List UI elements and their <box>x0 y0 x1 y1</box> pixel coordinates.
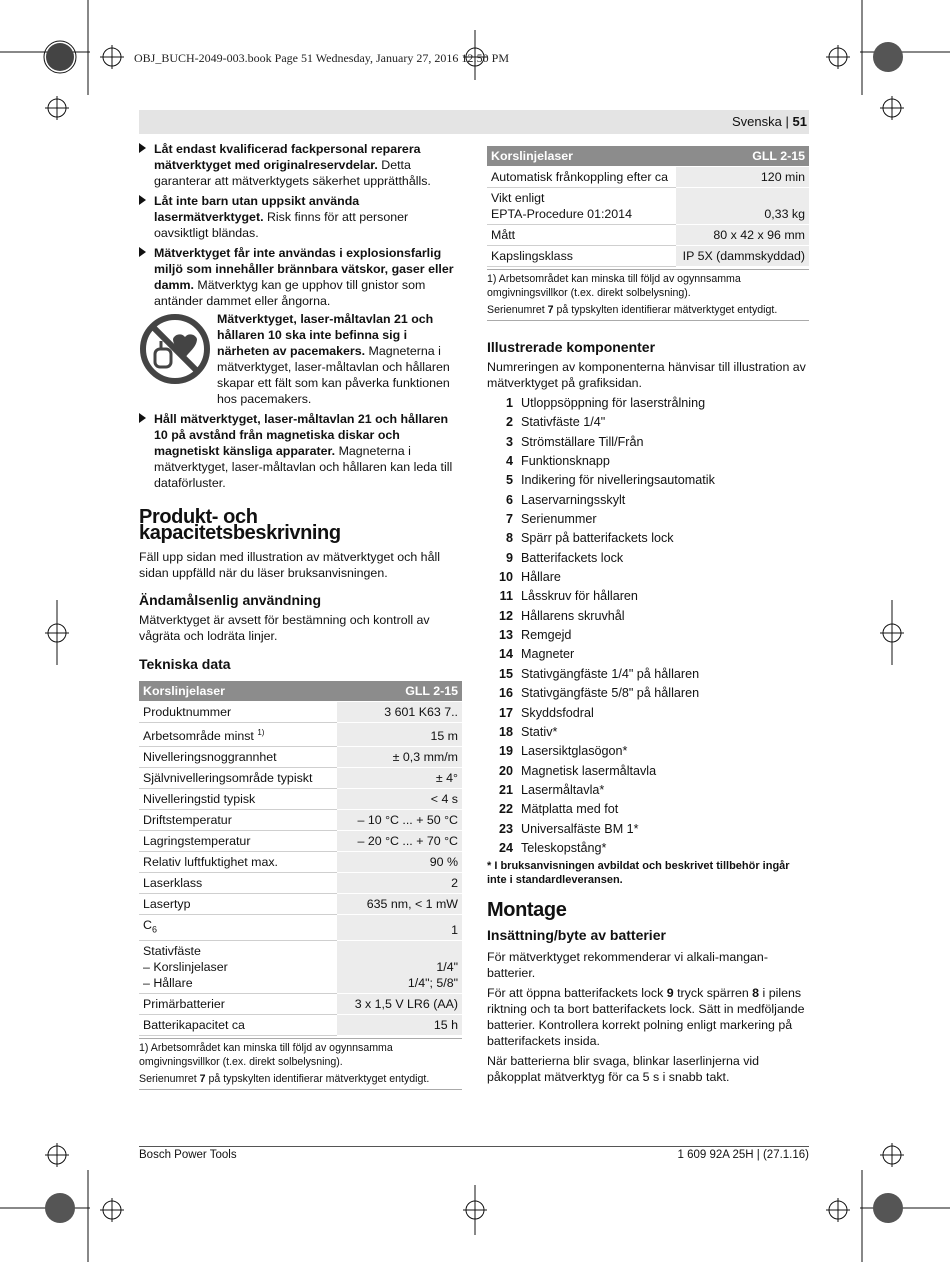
component-number: 9 <box>505 550 513 565</box>
component-number: 2 <box>505 415 513 430</box>
component-item <box>487 452 809 471</box>
component-item <box>487 626 809 645</box>
row-value: 120 min <box>676 167 809 188</box>
left-column <box>139 141 462 1090</box>
footnote-text: Serienumret <box>139 1072 200 1085</box>
row-value: ± 4° <box>337 768 462 789</box>
component-number: 10 <box>498 570 513 585</box>
serial-footnote <box>139 1072 462 1090</box>
row-value: 15 m <box>337 723 462 747</box>
warning-text: Risk finns för att personer oavsiktligt bländas. <box>154 210 409 240</box>
component-item <box>487 665 809 684</box>
component-number: 7 <box>505 512 513 527</box>
footnote-text: på typskylten identifierar mätverktyget entydigt. <box>205 1072 430 1085</box>
table-row <box>139 723 462 747</box>
component-label: Batterifackets lock <box>521 550 624 565</box>
warning-text: Detta garanterar att mätverktygets säkerhet upprätthålls. <box>154 158 431 188</box>
row-label: Driftstemperatur <box>139 810 337 831</box>
row-value: 3 x 1,5 V LR6 (AA) <box>337 993 462 1014</box>
component-number: 17 <box>498 705 513 720</box>
footnote-ref: 1) <box>257 728 265 737</box>
component-number: 13 <box>498 628 513 643</box>
row-label <box>487 188 676 225</box>
row-value: 3 601 K63 7.. <box>337 702 462 723</box>
montage-title: Montage <box>487 899 567 922</box>
stativ-label: Stativfäste <box>143 943 201 958</box>
tech-data-table <box>139 681 462 1036</box>
table-row <box>139 1014 462 1035</box>
weight-label: Vikt enligt <box>491 191 545 205</box>
table-row <box>139 702 462 723</box>
section-title: Produkt- och kapacitetsbeskrivning <box>139 506 341 544</box>
component-item <box>487 529 809 548</box>
component-item <box>487 684 809 703</box>
row-value: 0,33 kg <box>676 188 809 225</box>
table-row <box>139 915 462 940</box>
stativ-sub-label: – Korslinjelaser <box>143 959 228 974</box>
table-footnote: 1) Arbetsområdet kan minska till följd av ogynnsamma omgivningsvillkor (t.ex. direkt solbelysning). <box>139 1038 462 1069</box>
component-label: Lasermåltavla* <box>521 782 605 797</box>
components-title: Illustrerade komponenter <box>487 339 656 355</box>
pacemaker-warning-bold: Mätverktyget, laser-måltavlan 21 och hållaren 10 ska inte befinna sig i närheten av pacemakers. <box>217 312 434 358</box>
table-row <box>139 873 462 894</box>
footer-brand: Bosch Power Tools <box>139 1149 237 1161</box>
battery-ref-number: 9 <box>666 986 674 1001</box>
battery-paragraph: När batterierna blir svaga, blinkar laserlinjerna vid påkopplat mätverktyg för ca 5 s i snabb takt. <box>487 1054 760 1085</box>
component-number: 14 <box>498 647 513 662</box>
component-number: 8 <box>505 531 513 546</box>
component-number: 22 <box>498 802 513 817</box>
components-intro: Numreringen av komponenterna hänvisar till illustration av mätverktyget på grafiksidan. <box>487 360 806 390</box>
table-header-model: GLL 2-15 <box>337 681 462 702</box>
row-label: Nivelleringsnoggrannhet <box>139 747 337 768</box>
footer-rule <box>139 1146 809 1147</box>
row-value: 15 h <box>337 1014 462 1035</box>
component-number: 4 <box>505 454 513 469</box>
row-value: ± 0,3 mm/m <box>337 747 462 768</box>
battery-ref-number: 8 <box>752 986 760 1001</box>
battery-paragraph: För mätverktyget rekommenderar vi alkali-mangan-batterier. <box>487 950 768 981</box>
weight-label: EPTA-Procedure 01:2014 <box>491 207 632 221</box>
component-label: Funktionsknapp <box>521 454 610 469</box>
book-header: OBJ_BUCH-2049-003.book Page 51 Wednesday, January 27, 2016 12:50 PM <box>134 51 510 65</box>
component-item <box>487 394 809 413</box>
component-number: 1 <box>505 396 513 410</box>
component-item <box>487 820 809 839</box>
component-number: 16 <box>498 686 513 701</box>
row-label: Batterikapacitet ca <box>139 1014 337 1035</box>
component-label: Hållarens skruvhål <box>521 608 625 623</box>
battery-text: För att öppna batterifackets lock <box>487 986 667 1001</box>
row-label: Lagringstemperatur <box>139 831 337 852</box>
table-row <box>139 747 462 768</box>
tech-data-title: Tekniska data <box>139 656 231 672</box>
component-number: 15 <box>498 666 513 681</box>
row-label: Självnivelleringsområde typiskt <box>139 768 337 789</box>
component-number: 23 <box>498 821 513 836</box>
bullet-triangle-icon <box>139 413 146 423</box>
component-label: Magneter <box>521 647 575 662</box>
battery-paragraph <box>487 985 809 1049</box>
footnote-text: Serienumret <box>487 304 548 316</box>
component-item <box>487 645 809 664</box>
component-number: 11 <box>499 589 513 604</box>
component-label: Laservarningsskylt <box>521 492 626 507</box>
serial-footnote <box>487 303 809 321</box>
component-item <box>487 471 809 490</box>
row-value: 90 % <box>337 852 462 873</box>
pacemaker-warning <box>139 311 462 407</box>
battery-text: i pilens riktning och ta bort batterifackets lock. Sätt in medföljande batterier. Kontrollera korrekt polning enligt markering på batterifackets insida. <box>487 986 805 1049</box>
stativ-sub-label: – Hållare <box>143 975 193 990</box>
row-label: Mått <box>487 225 676 246</box>
table-footnote: 1) Arbetsområdet kan minska till följd av ogynnsamma omgivningsvillkor (t.ex. direkt solbelysning). <box>487 269 809 300</box>
component-item <box>487 549 809 568</box>
table-row <box>139 940 462 993</box>
component-item <box>487 491 809 510</box>
row-value <box>337 940 462 993</box>
section-intro: Fäll upp sidan med illustration av mätverktyget och håll sidan uppfälld när du läser bruksanvisningen. <box>139 550 440 580</box>
warning-bold: Håll mätverktyget, laser-måltavlan 21 och hållaren 10 på avstånd från magnetiska diskar och magnetiskt känsliga apparater. <box>154 412 449 458</box>
component-number: 20 <box>498 763 513 778</box>
component-number: 12 <box>498 608 513 623</box>
row-value: – 10 °C ... + 50 °C <box>337 810 462 831</box>
footnote-text: på typskylten identifierar mätverktyget entydigt. <box>553 304 778 316</box>
row-value: IP 5X (dammskyddad) <box>676 246 809 267</box>
footer-doc-number: 1 609 92A 25H | (27.1.16) <box>677 1149 809 1161</box>
warning-text: Mätverktyg kan ge upphov till gnistor som antänder dammet eller ångorna. <box>154 278 426 308</box>
component-label: Stativfäste 1/4" <box>521 415 606 430</box>
component-label: Mätplatta med fot <box>521 802 619 817</box>
warning-bullet <box>139 141 462 189</box>
footnote-number: 7 <box>547 304 554 316</box>
component-label: Utloppsöppning för laserstrålning <box>521 396 706 410</box>
component-number: 5 <box>505 473 513 488</box>
component-number: 24 <box>498 840 513 855</box>
component-item <box>487 568 809 587</box>
warning-bold: Låt endast kvalificerad fackpersonal reparera mätverktyget med originalreservdelar. <box>154 142 421 172</box>
component-label: Serienummer <box>521 512 597 527</box>
table-row <box>139 993 462 1014</box>
stativ-value: 1/4" <box>436 959 458 974</box>
component-item <box>487 433 809 452</box>
table-row <box>139 810 462 831</box>
table-row <box>487 246 809 267</box>
battery-title: Insättning/byte av batterier <box>487 927 666 944</box>
component-item <box>487 510 809 529</box>
component-label: Hållare <box>521 570 561 585</box>
warning-bullet <box>139 411 462 491</box>
row-label <box>139 915 337 940</box>
component-label: Teleskopstång* <box>521 840 607 855</box>
row-label-text: C <box>143 918 152 933</box>
row-value: < 4 s <box>337 789 462 810</box>
page-header-band <box>139 110 809 134</box>
row-label: Lasertyp <box>139 894 337 915</box>
component-label: Lasersiktglasögon* <box>521 744 628 759</box>
component-item <box>487 839 809 858</box>
component-number: 18 <box>498 724 513 739</box>
warning-bold: Mätverktyget får inte användas i explosionsfarlig miljö som innehåller brännbara vätskor, gaser eller damm. <box>154 246 454 292</box>
header-separator: | <box>785 114 789 129</box>
language-label: Svenska <box>732 114 782 129</box>
row-value: – 20 °C ... + 70 °C <box>337 831 462 852</box>
warning-bullet <box>139 245 462 309</box>
component-number: 3 <box>505 434 513 449</box>
row-label: Produktnummer <box>139 702 337 723</box>
component-label: Låsskruv för hållaren <box>521 589 638 604</box>
table-row <box>139 768 462 789</box>
row-value: 2 <box>337 873 462 894</box>
warning-text: Magneterna i mätverktyget, laser-måltavlan och hållaren kan leda till dataförluster. <box>154 444 453 490</box>
pacemaker-warning-text: Magneterna i mätverktyget, laser-måltavlan och hållaren skapar ett fält som kan påverka funktionen hos pacemakers. <box>217 344 450 406</box>
row-label: Automatisk frånkoppling efter ca <box>487 167 676 188</box>
tech-data-table-continued <box>487 146 809 267</box>
component-label: Stativ* <box>521 724 558 739</box>
component-label: Magnetisk lasermåltavla <box>521 763 657 778</box>
table-row <box>487 167 809 188</box>
component-label: Strömställare Till/Från <box>521 434 644 449</box>
component-number: 6 <box>505 492 513 507</box>
component-item <box>487 800 809 819</box>
usage-title: Ändamålsenlig användning <box>139 592 322 608</box>
component-label: Stativgängfäste 1/4" på hållaren <box>521 666 700 681</box>
row-value: 635 nm, < 1 mW <box>337 894 462 915</box>
row-value: 80 x 42 x 96 mm <box>676 225 809 246</box>
row-label: Nivelleringstid typisk <box>139 789 337 810</box>
subscript: 6 <box>151 924 157 935</box>
component-label: Remgejd <box>521 628 572 643</box>
components-note: * I bruksanvisningen avbildat och beskrivet tillbehör ingår inte i standardleveransen. <box>487 860 790 887</box>
table-header-row <box>487 146 809 167</box>
bullet-triangle-icon <box>139 247 146 257</box>
row-label: Primärbatterier <box>139 993 337 1014</box>
table-row <box>487 188 809 225</box>
component-item <box>487 413 809 432</box>
table-header-label: Korslinjelaser <box>139 681 337 702</box>
component-item <box>487 723 809 742</box>
stativ-value: 1/4"; 5/8" <box>407 975 458 990</box>
component-label: Spärr på batterifackets lock <box>521 531 674 546</box>
footnote-number: 7 <box>199 1072 206 1085</box>
row-label <box>139 723 337 747</box>
row-label: Laserklass <box>139 873 337 894</box>
warning-bullet <box>139 193 462 241</box>
row-label-text: Arbetsområde minst <box>143 729 254 744</box>
right-column <box>487 146 809 1085</box>
component-label: Universalfäste BM 1* <box>521 821 639 836</box>
component-item <box>487 742 809 761</box>
component-item <box>487 781 809 800</box>
component-item <box>487 587 809 606</box>
table-row <box>139 894 462 915</box>
row-value: 1 <box>337 915 462 940</box>
component-item <box>487 607 809 626</box>
page-number: 51 <box>792 114 807 129</box>
usage-text: Mätverktyget är avsett för bestämning och kontroll av vågräta och lodräta linjer. <box>139 613 430 643</box>
table-row <box>139 831 462 852</box>
table-header-label: Korslinjelaser <box>487 146 676 167</box>
row-label: Relativ luftfuktighet max. <box>139 852 337 873</box>
bullet-triangle-icon <box>139 195 146 205</box>
component-item <box>487 762 809 781</box>
page-header-label <box>732 114 807 129</box>
table-header-row <box>139 681 462 702</box>
table-row <box>139 852 462 873</box>
bullet-triangle-icon <box>139 143 146 153</box>
table-header-model: GLL 2-15 <box>676 146 809 167</box>
component-label: Stativgängfäste 5/8" på hållaren <box>521 686 700 701</box>
components-list <box>487 394 809 858</box>
component-number: 19 <box>498 744 513 759</box>
component-label: Skyddsfodral <box>521 705 594 720</box>
no-pacemaker-icon <box>139 313 211 385</box>
component-number: 21 <box>498 782 513 797</box>
row-label <box>139 940 337 993</box>
battery-text: tryck spärren <box>673 986 753 1001</box>
component-label: Indikering för nivelleringsautomatik <box>521 473 715 488</box>
table-row <box>139 789 462 810</box>
warning-bold: Låt inte barn utan uppsikt använda lasermätverktyget. <box>154 194 360 224</box>
row-label: Kapslingsklass <box>487 246 676 267</box>
component-item <box>487 704 809 723</box>
table-row <box>487 225 809 246</box>
